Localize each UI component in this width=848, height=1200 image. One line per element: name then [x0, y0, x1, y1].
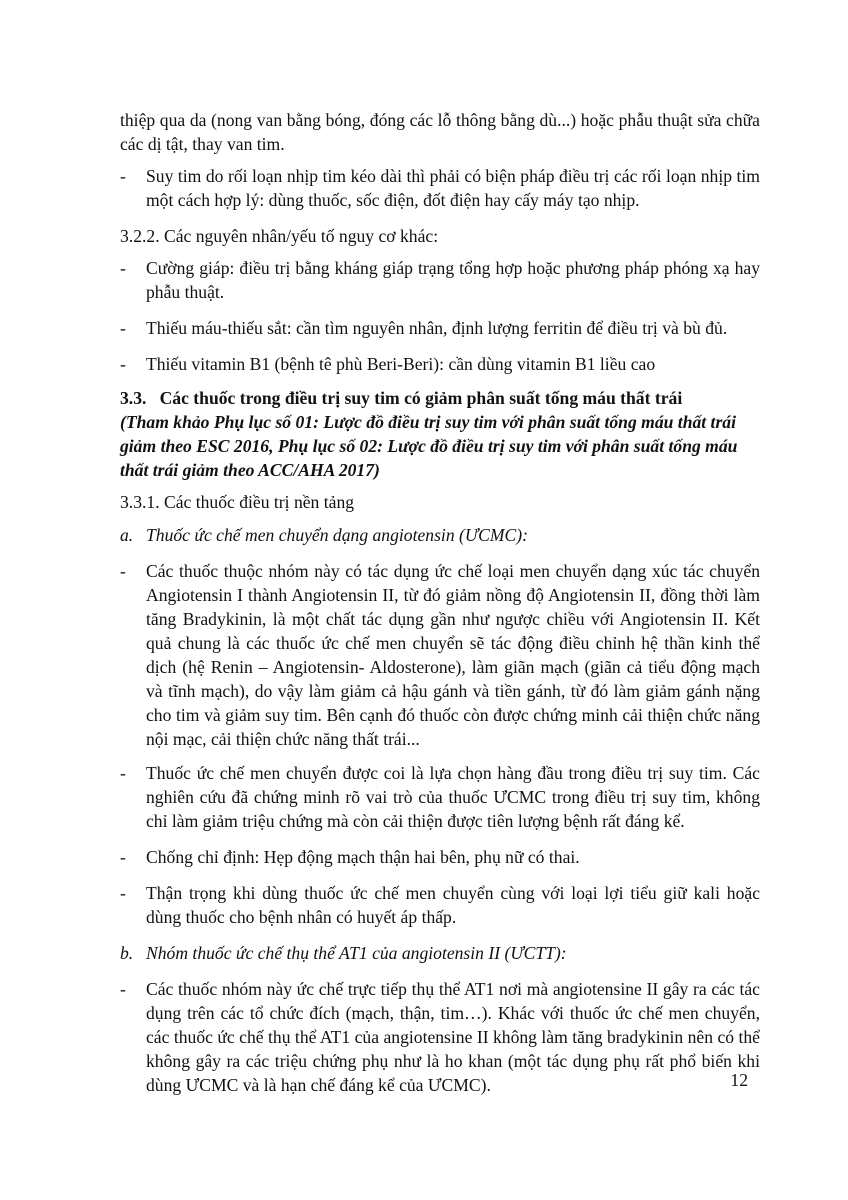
bullet-marker: - [120, 561, 126, 581]
section-3-3 [120, 386, 760, 482]
bullet-anemia [120, 316, 760, 340]
document-page [120, 108, 760, 1097]
subsection-title: Nhóm thuốc ức chế thụ thể AT1 của angiotensin II (ƯCTT): [146, 943, 567, 963]
bullet-acei-first-choice [120, 761, 760, 833]
section-heading-3-3 [120, 386, 760, 410]
page-number: 12 [730, 1070, 748, 1090]
subsection-a [120, 523, 760, 547]
bullet-arb-mechanism [120, 977, 760, 1097]
paragraph-intervention: thiệp qua da (nong van bằng bóng, đóng các lỗ thông bằng dù...) hoặc phẫu thuật sửa chữa các dị tật, thay van tim. [120, 110, 760, 154]
bullet-text: Các thuốc nhóm này ức chế trực tiếp thụ thể AT1 nơi mà angiotensine II gây ra các tác dụng trên các tổ chức đích (mạch, thận, tim…). Khác với thuốc ức chế men chuyển, các thuốc ức chế thụ thể AT1 của angiotensine II không làm tăng bradykinin nên có thể không gây ra các triệu chứng phụ như là ho khan (một tác dụng phụ rất phổ biến khi dùng ƯCMC và là hạn chế đáng kể của ƯCMC). [146, 979, 760, 1095]
subsection-b [120, 941, 760, 965]
section-heading-3-2-2: 3.2.2. Các nguyên nhân/yếu tố nguy cơ khác: [120, 226, 439, 246]
bullet-text: Cường giáp: điều trị bằng kháng giáp trạng tổng hợp hoặc phương pháp phóng xạ hay phẫu thuật. [146, 258, 760, 302]
section-number: 3.3. [120, 388, 147, 408]
section-heading-3-3-1: 3.3.1. Các thuốc điều trị nền tảng [120, 492, 355, 512]
subsection-marker: a. [120, 525, 134, 545]
section-title: Các thuốc trong điều trị suy tim có giảm phân suất tống máu thất trái [159, 388, 683, 408]
bullet-text: Thiếu vitamin B1 (bệnh tê phù Beri-Beri): cần dùng vitamin B1 liều cao [146, 354, 656, 374]
bullet-contraindication [120, 845, 760, 869]
bullet-text: Thận trọng khi dùng thuốc ức chế men chuyển cùng với loại lợi tiểu giữ kali hoặc dùng thuốc cho bệnh nhân có huyết áp thấp. [146, 883, 760, 927]
section-reference: (Tham khảo Phụ lục số 01: Lược đồ điều trị suy tim với phân suất tống máu thất trái giảm theo ESC 2016, Phụ lục số 02: Lược đồ điều trị suy tim với phân suất tống máu thất trái giảm theo ACC/AHA 2017) [120, 412, 738, 480]
bullet-marker: - [120, 847, 126, 867]
bullet-marker: - [120, 166, 126, 186]
bullet-caution [120, 881, 760, 929]
bullet-hyperthyroid [120, 256, 760, 304]
bullet-text: Thiếu máu-thiếu sắt: cần tìm nguyên nhân, định lượng ferritin để điều trị và bù đủ. [146, 318, 728, 338]
bullet-marker: - [120, 763, 126, 783]
bullet-marker: - [120, 354, 126, 374]
bullet-marker: - [120, 318, 126, 338]
bullet-arrhythmia [120, 164, 760, 212]
bullet-text: Chống chỉ định: Hẹp động mạch thận hai bên, phụ nữ có thai. [146, 847, 580, 867]
bullet-marker: - [120, 979, 126, 999]
bullet-text: Suy tim do rối loạn nhịp tim kéo dài thì phải có biện pháp điều trị các rối loạn nhịp tim một cách hợp lý: dùng thuốc, sốc điện, đốt điện hay cấy máy tạo nhịp. [146, 166, 760, 210]
bullet-vitamin-b1 [120, 352, 760, 376]
bullet-acei-mechanism [120, 559, 760, 751]
subsection-marker: b. [120, 943, 134, 963]
bullet-text: Thuốc ức chế men chuyển được coi là lựa chọn hàng đầu trong điều trị suy tim. Các nghiên cứu đã chứng minh rõ vai trò của thuốc ƯCMC trong điều trị suy tim, không chỉ làm giảm triệu chứng mà còn cải thiện được tiên lượng bệnh rất đáng kể. [146, 763, 760, 831]
bullet-marker: - [120, 258, 126, 278]
bullet-text: Các thuốc thuộc nhóm này có tác dụng ức chế loại men chuyển dạng xúc tác chuyển Angiotensin I thành Angiotensin II, từ đó giảm nồng độ Angiotensin II, đồng thời làm tăng Bradykinin, là một chất tác dụng gần như ngược chiều với Angiotensin II. Kết quả chung là các thuốc ức chế men chuyển sẽ tác động điều chỉnh hệ thần kinh thể dịch (hệ Renin – Angiotensin- Aldosterone), làm giãn mạch (giãn cả tiểu động mạch và tĩnh mạch), do vậy làm giảm cả hậu gánh và tiền gánh, từ đó làm giảm gánh nặng cho tim và giảm suy tim. Bên cạnh đó thuốc còn được chứng minh cải thiện chức năng nội mạc, cải thiện chức năng thất trái... [146, 561, 760, 749]
bullet-marker: - [120, 883, 126, 903]
subsection-title: Thuốc ức chế men chuyển dạng angiotensin (ƯCMC): [146, 525, 528, 545]
